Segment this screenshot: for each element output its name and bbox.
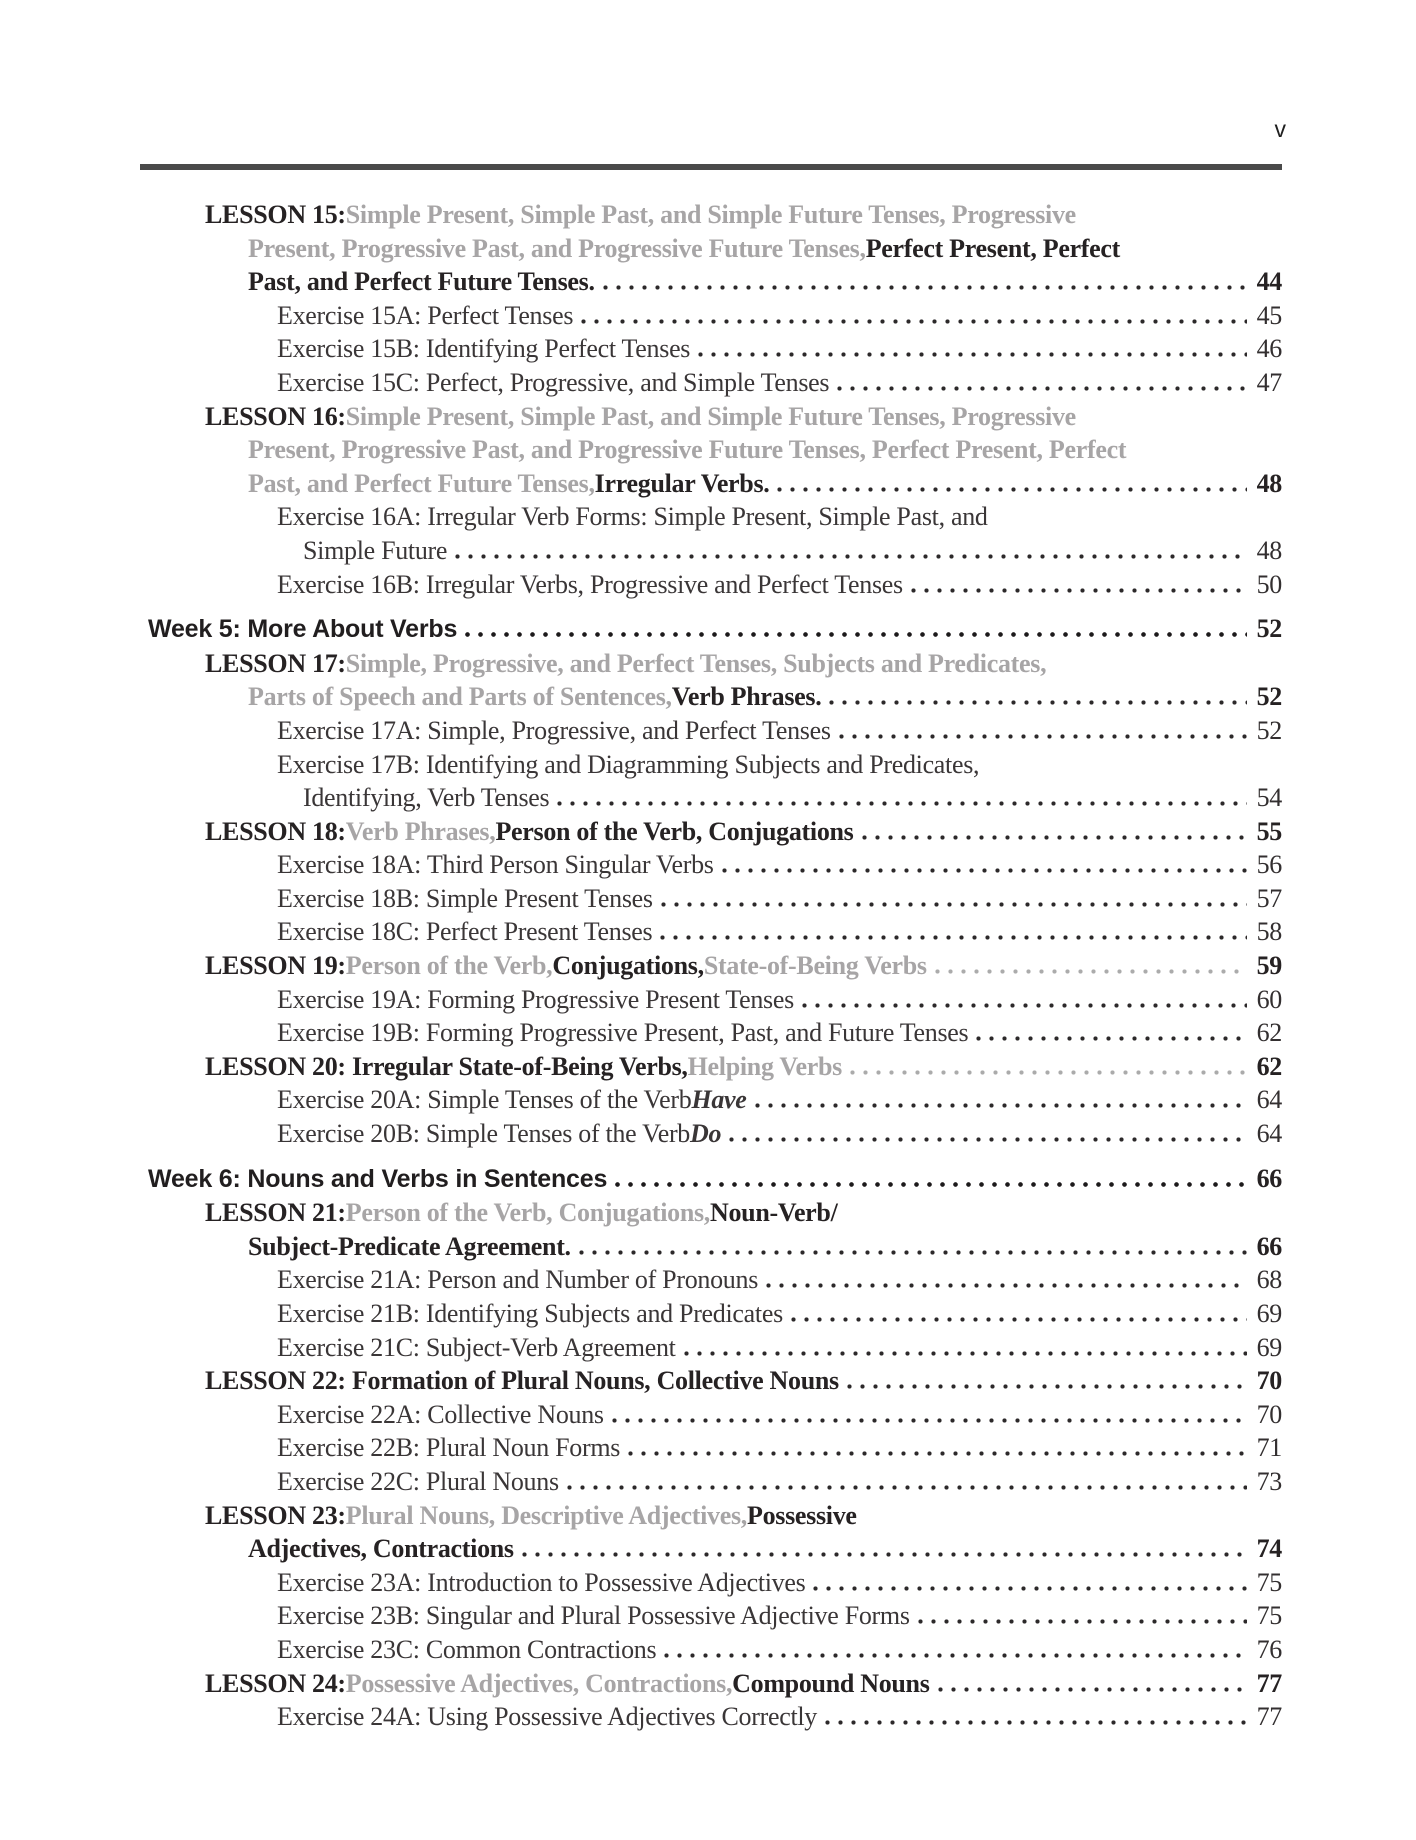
page-number: 75 — [1256, 1601, 1282, 1631]
toc-text-segment: Week 6: Nouns and Verbs in Sentences — [148, 1164, 608, 1193]
page-number: 57 — [1256, 883, 1282, 913]
dot-leader — [567, 1485, 1247, 1490]
toc-text-segment: Parts of Speech and Parts of Sentences, — [248, 682, 672, 712]
toc-exercise-row — [148, 848, 1282, 882]
dot-leader — [698, 352, 1246, 357]
dot-leader — [837, 386, 1246, 391]
toc-text-segment: LESSON 17: — [205, 648, 346, 678]
dot-leader — [791, 1317, 1247, 1322]
toc-text-segment: Helping Verbs — [687, 1051, 842, 1081]
dot-leader — [847, 1384, 1247, 1389]
toc-text-segment: State-of-Being Verbs — [703, 951, 927, 981]
toc-text-segment: LESSON 20: Irregular State-of-Being Verbs, — [205, 1051, 688, 1081]
page-number: 66 — [1256, 1163, 1282, 1193]
page-number: 60 — [1256, 984, 1282, 1014]
toc-text-segment: Present, Progressive Past, and Progressive Future Tenses, Perfect Present, Perfect — [248, 435, 1127, 465]
toc-exercise-row — [148, 1599, 1282, 1633]
page-number: 55 — [1256, 816, 1282, 846]
toc-text-segment: Verb Phrases, — [345, 816, 496, 846]
page-number: 52 — [1256, 614, 1282, 644]
toc-text-segment: Person of the Verb, Conjugations, — [345, 1198, 710, 1228]
toc-text-segment: Simple, Progressive, and Perfect Tenses, Subjects and Predicates, — [345, 648, 1047, 678]
page-number: 48 — [1256, 535, 1282, 565]
toc-lesson-row — [148, 680, 1282, 714]
toc-text-segment: LESSON 16: — [205, 401, 346, 431]
toc-text-segment: Possessive — [747, 1500, 857, 1530]
toc-lesson-row — [148, 1532, 1282, 1566]
toc-exercise-row — [148, 1297, 1282, 1331]
toc-exercise-row — [148, 1083, 1282, 1117]
toc-lesson-row — [148, 1196, 1282, 1230]
toc-exercise-row — [148, 983, 1282, 1017]
dot-leader — [777, 487, 1246, 492]
toc-lesson-row — [148, 265, 1282, 299]
page-number: 52 — [1256, 682, 1282, 712]
toc-exercise-row — [148, 1465, 1282, 1499]
toc-lesson-row — [148, 1050, 1282, 1084]
toc-text-segment: Exercise 19B: Forming Progressive Present, Past, and Future Tenses — [277, 1018, 969, 1048]
toc-text-segment: Present, Progressive Past, and Progressive Future Tenses, — [248, 233, 866, 263]
toc-text-segment: LESSON 23: — [205, 1500, 346, 1530]
toc-text-segment: LESSON 15: — [205, 200, 346, 229]
dot-leader — [557, 801, 1246, 806]
toc-lesson-row — [148, 1230, 1282, 1264]
toc-text-segment: Person of the Verb, Conjugations — [495, 816, 854, 846]
toc-text-segment: Possessive Adjectives, Contractions, — [345, 1668, 733, 1698]
dot-leader — [579, 1250, 1247, 1255]
page-number: 77 — [1256, 1668, 1282, 1698]
toc-exercise-row — [148, 534, 1282, 568]
toc-exercise-row — [148, 1263, 1282, 1297]
dot-leader — [581, 319, 1246, 324]
toc-text-segment: Exercise 17B: Identifying and Diagramming Subjects and Predicates, — [277, 749, 980, 779]
page-number: 45 — [1256, 300, 1282, 330]
page-number: 64 — [1256, 1085, 1282, 1115]
page-number: 76 — [1256, 1634, 1282, 1664]
toc-exercise-row — [148, 1331, 1282, 1365]
toc-text-segment: Have — [691, 1085, 747, 1115]
toc-exercise-row — [148, 748, 1282, 782]
toc-text-segment: LESSON 24: — [205, 1668, 346, 1698]
dot-leader — [935, 969, 1247, 974]
dot-leader — [455, 554, 1246, 559]
toc-exercise-row — [148, 1016, 1282, 1050]
toc-exercise-row — [148, 1633, 1282, 1667]
toc-text-segment: Irregular Verbs. — [594, 468, 770, 498]
dot-leader — [938, 1687, 1247, 1692]
toc-exercise-row — [148, 1117, 1282, 1151]
toc-text-segment: Exercise 15B: Identifying Perfect Tenses — [277, 334, 691, 364]
dot-leader — [522, 1552, 1247, 1557]
toc-text-segment: Simple Present, Simple Past, and Simple Future Tenses, Progressive — [345, 200, 1076, 229]
toc-exercise-row — [148, 781, 1282, 815]
toc-text-segment: Exercise 20A: Simple Tenses of the Verb — [277, 1085, 692, 1115]
toc-lesson-row — [148, 198, 1282, 232]
toc-lesson-row — [148, 467, 1282, 501]
page-number: 69 — [1256, 1332, 1282, 1362]
toc-text-segment: Subject-Predicate Agreement. — [248, 1231, 571, 1261]
toc-text-segment: Exercise 24A: Using Possessive Adjectives Correctly — [277, 1702, 817, 1732]
toc-exercise-row — [148, 882, 1282, 916]
toc-text-segment: LESSON 21: — [205, 1198, 346, 1228]
toc-text-segment: Simple Future — [303, 535, 448, 565]
toc-lesson-row — [148, 232, 1282, 266]
page-number: 68 — [1256, 1265, 1282, 1295]
toc-exercise-row — [148, 299, 1282, 333]
toc-text-segment: Past, and Perfect Future Tenses. — [248, 267, 595, 297]
page-number: 74 — [1256, 1534, 1282, 1564]
dot-leader — [755, 1103, 1247, 1108]
page-number: 70 — [1256, 1399, 1282, 1429]
dot-leader — [612, 1418, 1247, 1423]
toc-text-segment: LESSON 19: — [205, 951, 346, 981]
toc-text-segment: Exercise 22B: Plural Noun Forms — [277, 1433, 621, 1463]
toc-exercise-row — [148, 500, 1282, 534]
toc-lesson-row — [148, 433, 1282, 467]
dot-leader — [850, 1070, 1247, 1075]
dot-leader — [766, 1283, 1247, 1288]
toc-exercise-row — [148, 568, 1282, 602]
toc-text-segment: Exercise 23A: Introduction to Possessive Adjectives — [277, 1567, 806, 1597]
toc-lesson-row — [148, 400, 1282, 434]
toc-lesson-row — [148, 1364, 1282, 1398]
dot-leader — [911, 588, 1247, 593]
toc-lesson-row — [148, 949, 1282, 983]
page-number: 75 — [1256, 1567, 1282, 1597]
toc-text-segment: Exercise 16A: Irregular Verb Forms: Simple Present, Simple Past, and — [277, 502, 988, 532]
page-folio: v — [1274, 116, 1286, 142]
dot-leader — [722, 868, 1247, 873]
toc-text-segment: Plural Nouns, Descriptive Adjectives, — [345, 1500, 748, 1530]
page-number: 66 — [1256, 1231, 1282, 1261]
dot-leader — [465, 632, 1246, 637]
toc-text-segment: Exercise 15A: Perfect Tenses — [277, 300, 574, 330]
dot-leader — [661, 902, 1247, 907]
toc-text-segment: Noun-Verb/ — [710, 1198, 838, 1228]
toc-text-segment: Compound Nouns — [732, 1668, 930, 1698]
toc-lesson-row — [148, 647, 1282, 681]
page-number: 77 — [1256, 1702, 1282, 1732]
toc-text-segment: Exercise 22C: Plural Nouns — [277, 1466, 559, 1496]
page-number: 71 — [1256, 1433, 1282, 1463]
dot-leader — [684, 1351, 1247, 1356]
dot-leader — [825, 1720, 1247, 1725]
toc-text-segment: Exercise 21C: Subject-Verb Agreement — [277, 1332, 676, 1362]
toc-text-segment: Person of the Verb, — [345, 951, 553, 981]
dot-leader — [660, 935, 1246, 940]
page-number: 69 — [1256, 1299, 1282, 1328]
toc-text-segment: Simple Present, Simple Past, and Simple Future Tenses, Progressive — [345, 401, 1076, 431]
dot-leader — [802, 1003, 1247, 1008]
dot-leader — [664, 1653, 1246, 1658]
toc-text-segment: LESSON 22: Formation of Plural Nouns, Collective Nouns — [205, 1366, 839, 1396]
dot-leader — [862, 835, 1247, 840]
toc-text-segment: Exercise 17A: Simple, Progressive, and Perfect Tenses — [277, 715, 831, 745]
toc-text-segment: Identifying, Verb Tenses — [303, 783, 550, 813]
toc-text-segment: Week 5: More About Verbs — [148, 615, 458, 644]
toc-text-segment: Exercise 19A: Forming Progressive Present Tenses — [277, 984, 794, 1014]
dot-leader — [729, 1137, 1246, 1142]
toc-list — [148, 198, 1282, 1734]
dot-leader — [829, 700, 1246, 705]
toc-exercise-row — [148, 1398, 1282, 1432]
toc-text-segment: Perfect Present, Perfect — [865, 233, 1121, 263]
toc-text-segment: Conjugations, — [552, 951, 704, 981]
toc-text-segment: Exercise 23B: Singular and Plural Possessive Adjective Forms — [277, 1601, 910, 1631]
toc-text-segment: LESSON 18: — [205, 816, 346, 846]
toc-text-segment: Exercise 20B: Simple Tenses of the Verb — [277, 1119, 690, 1149]
toc-text-segment: Exercise 15C: Perfect, Progressive, and Simple Tenses — [277, 367, 830, 397]
toc-text-segment: Exercise 22A: Collective Nouns — [277, 1399, 604, 1429]
page-number: 64 — [1256, 1119, 1282, 1149]
dot-leader — [603, 285, 1247, 290]
toc-week-row — [148, 612, 1282, 647]
page-number: 47 — [1256, 367, 1282, 397]
toc-lesson-row — [148, 1499, 1282, 1533]
page-number: 56 — [1256, 850, 1282, 880]
toc-exercise-row — [148, 1566, 1282, 1600]
page-number: 59 — [1256, 951, 1282, 981]
toc-text-segment: Exercise 18C: Perfect Present Tenses — [277, 917, 653, 947]
toc-lesson-row — [148, 815, 1282, 849]
toc-text-segment: Exercise 21A: Person and Number of Pronouns — [277, 1265, 759, 1295]
toc-exercise-row — [148, 332, 1282, 366]
toc-text-segment: Exercise 21B: Identifying Subjects and Predicates — [277, 1299, 783, 1328]
page-number: 62 — [1256, 1018, 1282, 1048]
toc-text-segment: Exercise 16B: Irregular Verbs, Progressive and Perfect Tenses — [277, 569, 903, 599]
dot-leader — [628, 1451, 1246, 1456]
dot-leader — [615, 1182, 1246, 1187]
dot-leader — [813, 1586, 1246, 1591]
page-number: 58 — [1256, 917, 1282, 947]
page-number: 46 — [1256, 334, 1282, 364]
dot-leader — [839, 734, 1247, 739]
toc-text-segment: Adjectives, Contractions — [248, 1534, 514, 1564]
toc-text-segment: Exercise 18A: Third Person Singular Verbs — [277, 850, 714, 880]
page-number: 50 — [1256, 569, 1282, 599]
toc-exercise-row — [148, 1431, 1282, 1465]
toc-text-segment: Exercise 18B: Simple Present Tenses — [277, 883, 653, 913]
toc-exercise-row — [148, 915, 1282, 949]
toc-exercise-row — [148, 366, 1282, 400]
page-number: 70 — [1256, 1366, 1282, 1396]
toc-week-row — [148, 1162, 1282, 1197]
toc-text-segment: Exercise 23C: Common Contractions — [277, 1634, 657, 1664]
toc-exercise-row — [148, 714, 1282, 748]
page-number: 44 — [1256, 267, 1282, 297]
toc-exercise-row — [148, 1700, 1282, 1734]
dot-leader — [976, 1036, 1246, 1041]
toc-text-segment: Past, and Perfect Future Tenses, — [248, 468, 595, 498]
toc-lesson-row — [148, 1667, 1282, 1701]
page-number: 52 — [1256, 715, 1282, 745]
page-number: 73 — [1256, 1466, 1282, 1496]
toc-text-segment: Verb Phrases. — [671, 682, 822, 712]
page-number: 48 — [1256, 468, 1282, 498]
page-number: 62 — [1256, 1051, 1282, 1081]
header-rule — [140, 164, 1282, 170]
dot-leader — [918, 1619, 1247, 1624]
page-number: 54 — [1256, 783, 1282, 813]
toc-text-segment: Do — [690, 1119, 722, 1149]
